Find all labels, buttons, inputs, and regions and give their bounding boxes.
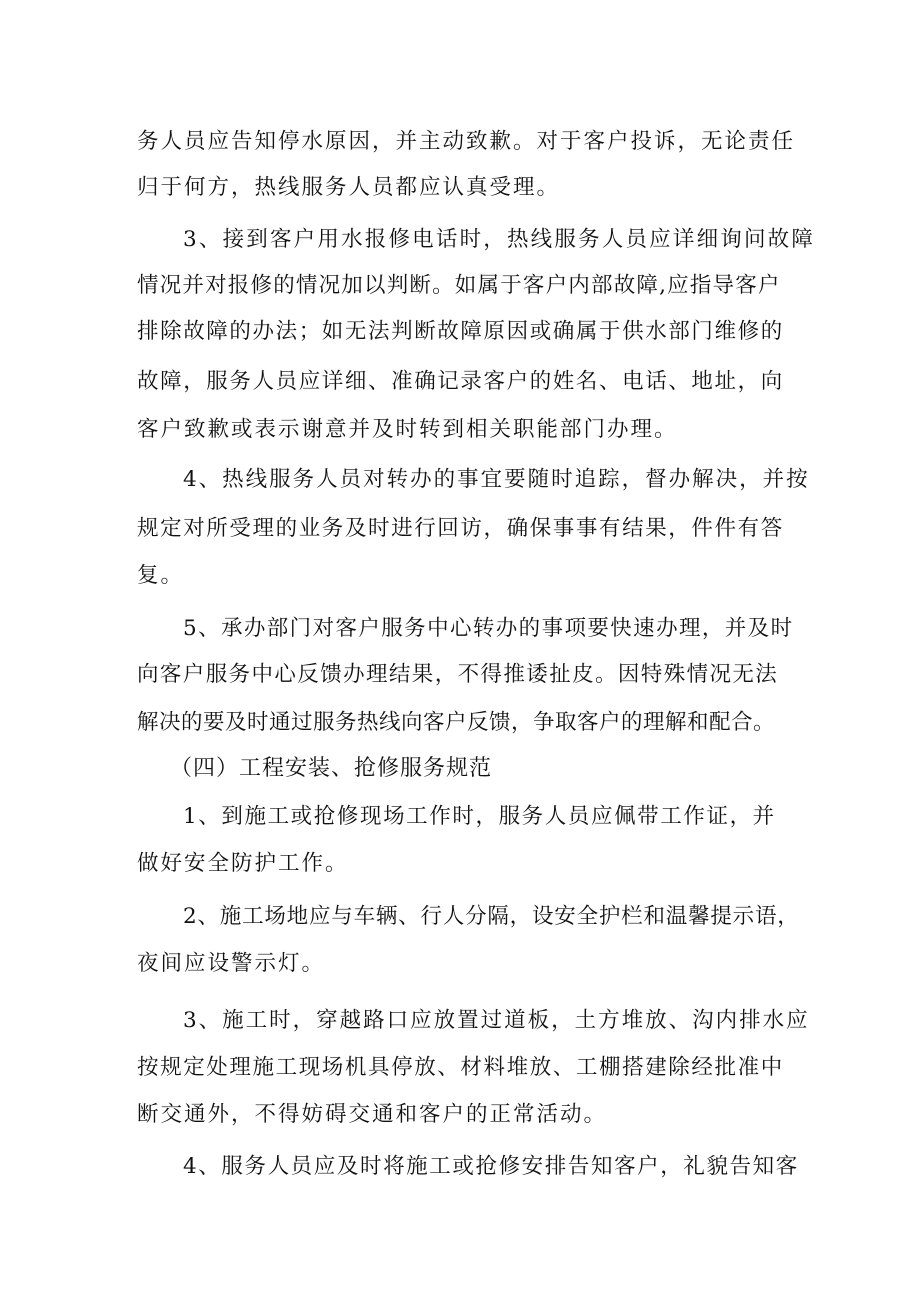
text-line: 按规定处理施工现场机具停放、材料堆放、工棚搭建除经批准中 [137,1055,784,1080]
text-line: 3、接到客户用水报修电话时，热线服务人员应详细询问故障 [183,227,816,252]
text-line: 4、服务人员应及时将施工或抢修安排告知客户，礼貌告知客 [183,1154,799,1179]
text-line: 3、施工时，穿越路口应放置过道板，土方堆放、沟内排水应 [183,1008,810,1033]
section-heading: （四）工程安装、抢修服务规范 [170,756,493,781]
text-line: 客户致歉或表示谢意并及时转到相关职能部门办理。 [137,417,678,442]
text-line: 夜间应设警示灯。 [137,951,326,976]
text-line: 4、热线服务人员对转办的事宜要随时追踪，督办解决，并按 [183,467,810,492]
text-line: 2、施工场地应与车辆、行人分隔，设安全护栏和温馨提示语， [183,904,800,929]
text-line: 向客户服务中心反馈办理结果，不得推诿扯皮。因特殊情况无法 [137,662,779,687]
text-line: 解决的要及时通过服务热线向客户反馈，争取客户的理解和配合。 [137,710,776,735]
text-line: 复。 [137,563,185,588]
text-line: 故障，服务人员应详细、准确记录客户的姓名、电话、地址，向 [137,369,784,394]
text-line: 做好安全防护工作。 [137,851,349,876]
text-line: 归于何方，热线服务人员都应认真受理。 [137,175,561,200]
text-line: 断交通外，不得妨碍交通和客户的正常活动。 [137,1102,608,1127]
text-line: 排除故障的办法；如无法判断故障原因或确属于供水部门维修的 [137,319,784,344]
text-line: 情况并对报修的情况加以判断。如属于客户内部故障,应指导客户 [137,273,781,298]
text-line: 5、承办部门对客户服务中心转办的事项要快速办理，并及时 [183,616,794,641]
text-line: 1、到施工或抢修现场工作时，服务人员应佩带工作证，并 [183,804,776,829]
text-line: 务人员应告知停水原因，并主动致歉。对于客户投诉，无论责任 [137,129,796,154]
text-line: 规定对所受理的业务及时进行回访，确保事事有结果，件件有答 [137,516,784,541]
